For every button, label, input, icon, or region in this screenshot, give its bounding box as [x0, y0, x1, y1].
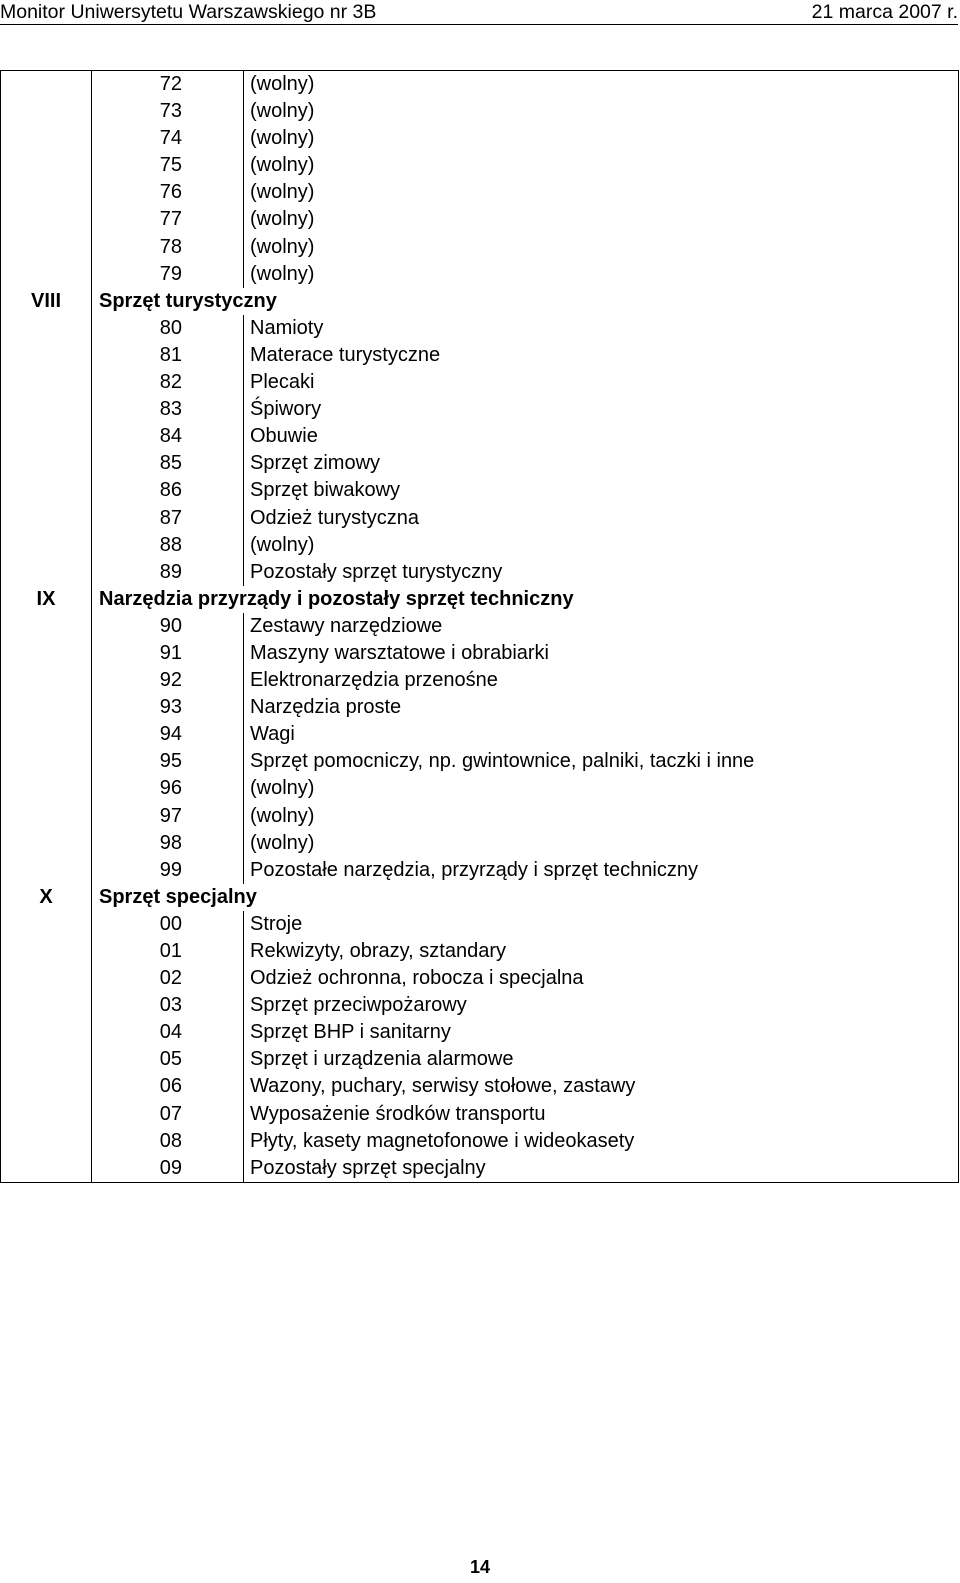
item-name: (wolny)	[244, 803, 959, 830]
item-name: Elektronarzędzia przenośne	[244, 667, 959, 694]
item-name: (wolny)	[244, 775, 959, 802]
item-code: 03	[92, 992, 244, 1019]
item-name: (wolny)	[244, 71, 959, 99]
item-name: Płyty, kasety magnetofonowe i wideokasety	[244, 1128, 959, 1155]
item-code: 01	[92, 938, 244, 965]
table-row	[1, 179, 959, 206]
item-name: Odzież ochronna, robocza i specjalna	[244, 965, 959, 992]
item-code: 95	[92, 748, 244, 775]
empty-roman-cell	[1, 450, 92, 477]
empty-roman-cell	[1, 721, 92, 748]
item-code: 97	[92, 803, 244, 830]
table-row	[1, 152, 959, 179]
empty-roman-cell	[1, 694, 92, 721]
table-row	[1, 857, 959, 884]
item-name: (wolny)	[244, 179, 959, 206]
empty-roman-cell	[1, 803, 92, 830]
item-code: 86	[92, 477, 244, 504]
item-name: Sprzęt biwakowy	[244, 477, 959, 504]
item-name: (wolny)	[244, 152, 959, 179]
item-code: 78	[92, 234, 244, 261]
empty-roman-cell	[1, 261, 92, 288]
item-name: Sprzęt i urządzenia alarmowe	[244, 1046, 959, 1073]
table-row	[1, 748, 959, 775]
item-name: Zestawy narzędziowe	[244, 613, 959, 640]
item-code: 79	[92, 261, 244, 288]
empty-roman-cell	[1, 396, 92, 423]
table-row	[1, 261, 959, 288]
table-row	[1, 505, 959, 532]
group-title: Sprzęt turystyczny	[92, 288, 959, 315]
empty-roman-cell	[1, 477, 92, 504]
item-code: 08	[92, 1128, 244, 1155]
item-code: 96	[92, 775, 244, 802]
item-name: Plecaki	[244, 369, 959, 396]
empty-roman-cell	[1, 857, 92, 884]
item-name: Wagi	[244, 721, 959, 748]
item-code: 00	[92, 911, 244, 938]
table-row	[1, 1019, 959, 1046]
table-row	[1, 396, 959, 423]
running-header	[0, 0, 958, 25]
empty-roman-cell	[1, 640, 92, 667]
table-row	[1, 125, 959, 152]
table-row	[1, 992, 959, 1019]
item-name: Pozostałe narzędzia, przyrządy i sprzęt techniczny	[244, 857, 959, 884]
table-row	[1, 667, 959, 694]
item-code: 83	[92, 396, 244, 423]
table-row	[1, 1155, 959, 1183]
empty-roman-cell	[1, 1155, 92, 1183]
empty-roman-cell	[1, 1101, 92, 1128]
item-name: (wolny)	[244, 532, 959, 559]
item-name: Sprzęt przeciwpożarowy	[244, 992, 959, 1019]
item-name: Pozostały sprzęt specjalny	[244, 1155, 959, 1183]
empty-roman-cell	[1, 71, 92, 99]
table-row	[1, 1073, 959, 1100]
table-row	[1, 775, 959, 802]
table-row	[1, 559, 959, 586]
empty-roman-cell	[1, 98, 92, 125]
item-name: Odzież turystyczna	[244, 505, 959, 532]
empty-roman-cell	[1, 667, 92, 694]
empty-roman-cell	[1, 125, 92, 152]
group-row	[1, 288, 959, 315]
publication-title: Monitor Uniwersytetu Warszawskiego nr 3B	[0, 1, 377, 23]
group-title: Sprzęt specjalny	[92, 884, 959, 911]
table-row	[1, 1046, 959, 1073]
item-code: 74	[92, 125, 244, 152]
item-code: 87	[92, 505, 244, 532]
classification-table-body	[1, 71, 959, 1183]
item-name: (wolny)	[244, 125, 959, 152]
empty-roman-cell	[1, 179, 92, 206]
table-row	[1, 315, 959, 342]
item-name: Rekwizyty, obrazy, sztandary	[244, 938, 959, 965]
item-code: 06	[92, 1073, 244, 1100]
item-code: 93	[92, 694, 244, 721]
item-code: 99	[92, 857, 244, 884]
table-row	[1, 830, 959, 857]
table-row	[1, 450, 959, 477]
empty-roman-cell	[1, 965, 92, 992]
empty-roman-cell	[1, 152, 92, 179]
table-row	[1, 965, 959, 992]
empty-roman-cell	[1, 938, 92, 965]
table-row	[1, 423, 959, 450]
empty-roman-cell	[1, 1128, 92, 1155]
item-code: 81	[92, 342, 244, 369]
item-name: Maszyny warsztatowe i obrabiarki	[244, 640, 959, 667]
item-name: Sprzęt pomocniczy, np. gwintownice, palniki, taczki i inne	[244, 748, 959, 775]
table-row	[1, 613, 959, 640]
item-code: 02	[92, 965, 244, 992]
empty-roman-cell	[1, 342, 92, 369]
empty-roman-cell	[1, 505, 92, 532]
item-code: 91	[92, 640, 244, 667]
empty-roman-cell	[1, 315, 92, 342]
group-roman-numeral: X	[1, 884, 92, 911]
table-row	[1, 369, 959, 396]
item-name: Materace turystyczne	[244, 342, 959, 369]
table-row	[1, 911, 959, 938]
item-name: (wolny)	[244, 206, 959, 233]
item-name: Śpiwory	[244, 396, 959, 423]
item-name: (wolny)	[244, 234, 959, 261]
empty-roman-cell	[1, 423, 92, 450]
empty-roman-cell	[1, 613, 92, 640]
item-code: 92	[92, 667, 244, 694]
group-row	[1, 884, 959, 911]
item-code: 04	[92, 1019, 244, 1046]
table-row	[1, 1128, 959, 1155]
empty-roman-cell	[1, 532, 92, 559]
item-code: 80	[92, 315, 244, 342]
item-code: 98	[92, 830, 244, 857]
table-row	[1, 477, 959, 504]
empty-roman-cell	[1, 775, 92, 802]
table-row	[1, 206, 959, 233]
item-name: Sprzęt BHP i sanitarny	[244, 1019, 959, 1046]
group-roman-numeral: VIII	[1, 288, 92, 315]
item-name: Sprzęt zimowy	[244, 450, 959, 477]
empty-roman-cell	[1, 1046, 92, 1073]
item-name: (wolny)	[244, 261, 959, 288]
item-name: Namioty	[244, 315, 959, 342]
table-row	[1, 342, 959, 369]
item-code: 05	[92, 1046, 244, 1073]
empty-roman-cell	[1, 992, 92, 1019]
table-row	[1, 71, 959, 99]
table-row	[1, 803, 959, 830]
item-code: 07	[92, 1101, 244, 1128]
item-code: 89	[92, 559, 244, 586]
group-roman-numeral: IX	[1, 586, 92, 613]
empty-roman-cell	[1, 1019, 92, 1046]
table-row	[1, 532, 959, 559]
item-name: (wolny)	[244, 830, 959, 857]
item-name: (wolny)	[244, 98, 959, 125]
empty-roman-cell	[1, 234, 92, 261]
table-row	[1, 938, 959, 965]
item-code: 75	[92, 152, 244, 179]
item-name: Pozostały sprzęt turystyczny	[244, 559, 959, 586]
empty-roman-cell	[1, 1073, 92, 1100]
empty-roman-cell	[1, 830, 92, 857]
group-row	[1, 586, 959, 613]
item-name: Wazony, puchary, serwisy stołowe, zastawy	[244, 1073, 959, 1100]
item-name: Stroje	[244, 911, 959, 938]
empty-roman-cell	[1, 206, 92, 233]
empty-roman-cell	[1, 748, 92, 775]
item-code: 85	[92, 450, 244, 477]
item-code: 90	[92, 613, 244, 640]
empty-roman-cell	[1, 559, 92, 586]
publication-date: 21 marca 2007 r.	[811, 1, 958, 23]
group-title: Narzędzia przyrządy i pozostały sprzęt techniczny	[92, 586, 959, 613]
table-row	[1, 1101, 959, 1128]
table-row	[1, 694, 959, 721]
table-row	[1, 640, 959, 667]
empty-roman-cell	[1, 369, 92, 396]
table-row	[1, 721, 959, 748]
item-code: 76	[92, 179, 244, 206]
item-code: 09	[92, 1155, 244, 1183]
item-name: Narzędzia proste	[244, 694, 959, 721]
item-code: 72	[92, 71, 244, 99]
item-code: 88	[92, 532, 244, 559]
empty-roman-cell	[1, 911, 92, 938]
item-code: 84	[92, 423, 244, 450]
table-row	[1, 234, 959, 261]
classification-table	[0, 70, 959, 1183]
item-code: 77	[92, 206, 244, 233]
item-name: Obuwie	[244, 423, 959, 450]
item-code: 94	[92, 721, 244, 748]
item-code: 73	[92, 98, 244, 125]
page-number: 14	[469, 1557, 491, 1577]
table-row	[1, 98, 959, 125]
item-name: Wyposażenie środków transportu	[244, 1101, 959, 1128]
item-code: 82	[92, 369, 244, 396]
